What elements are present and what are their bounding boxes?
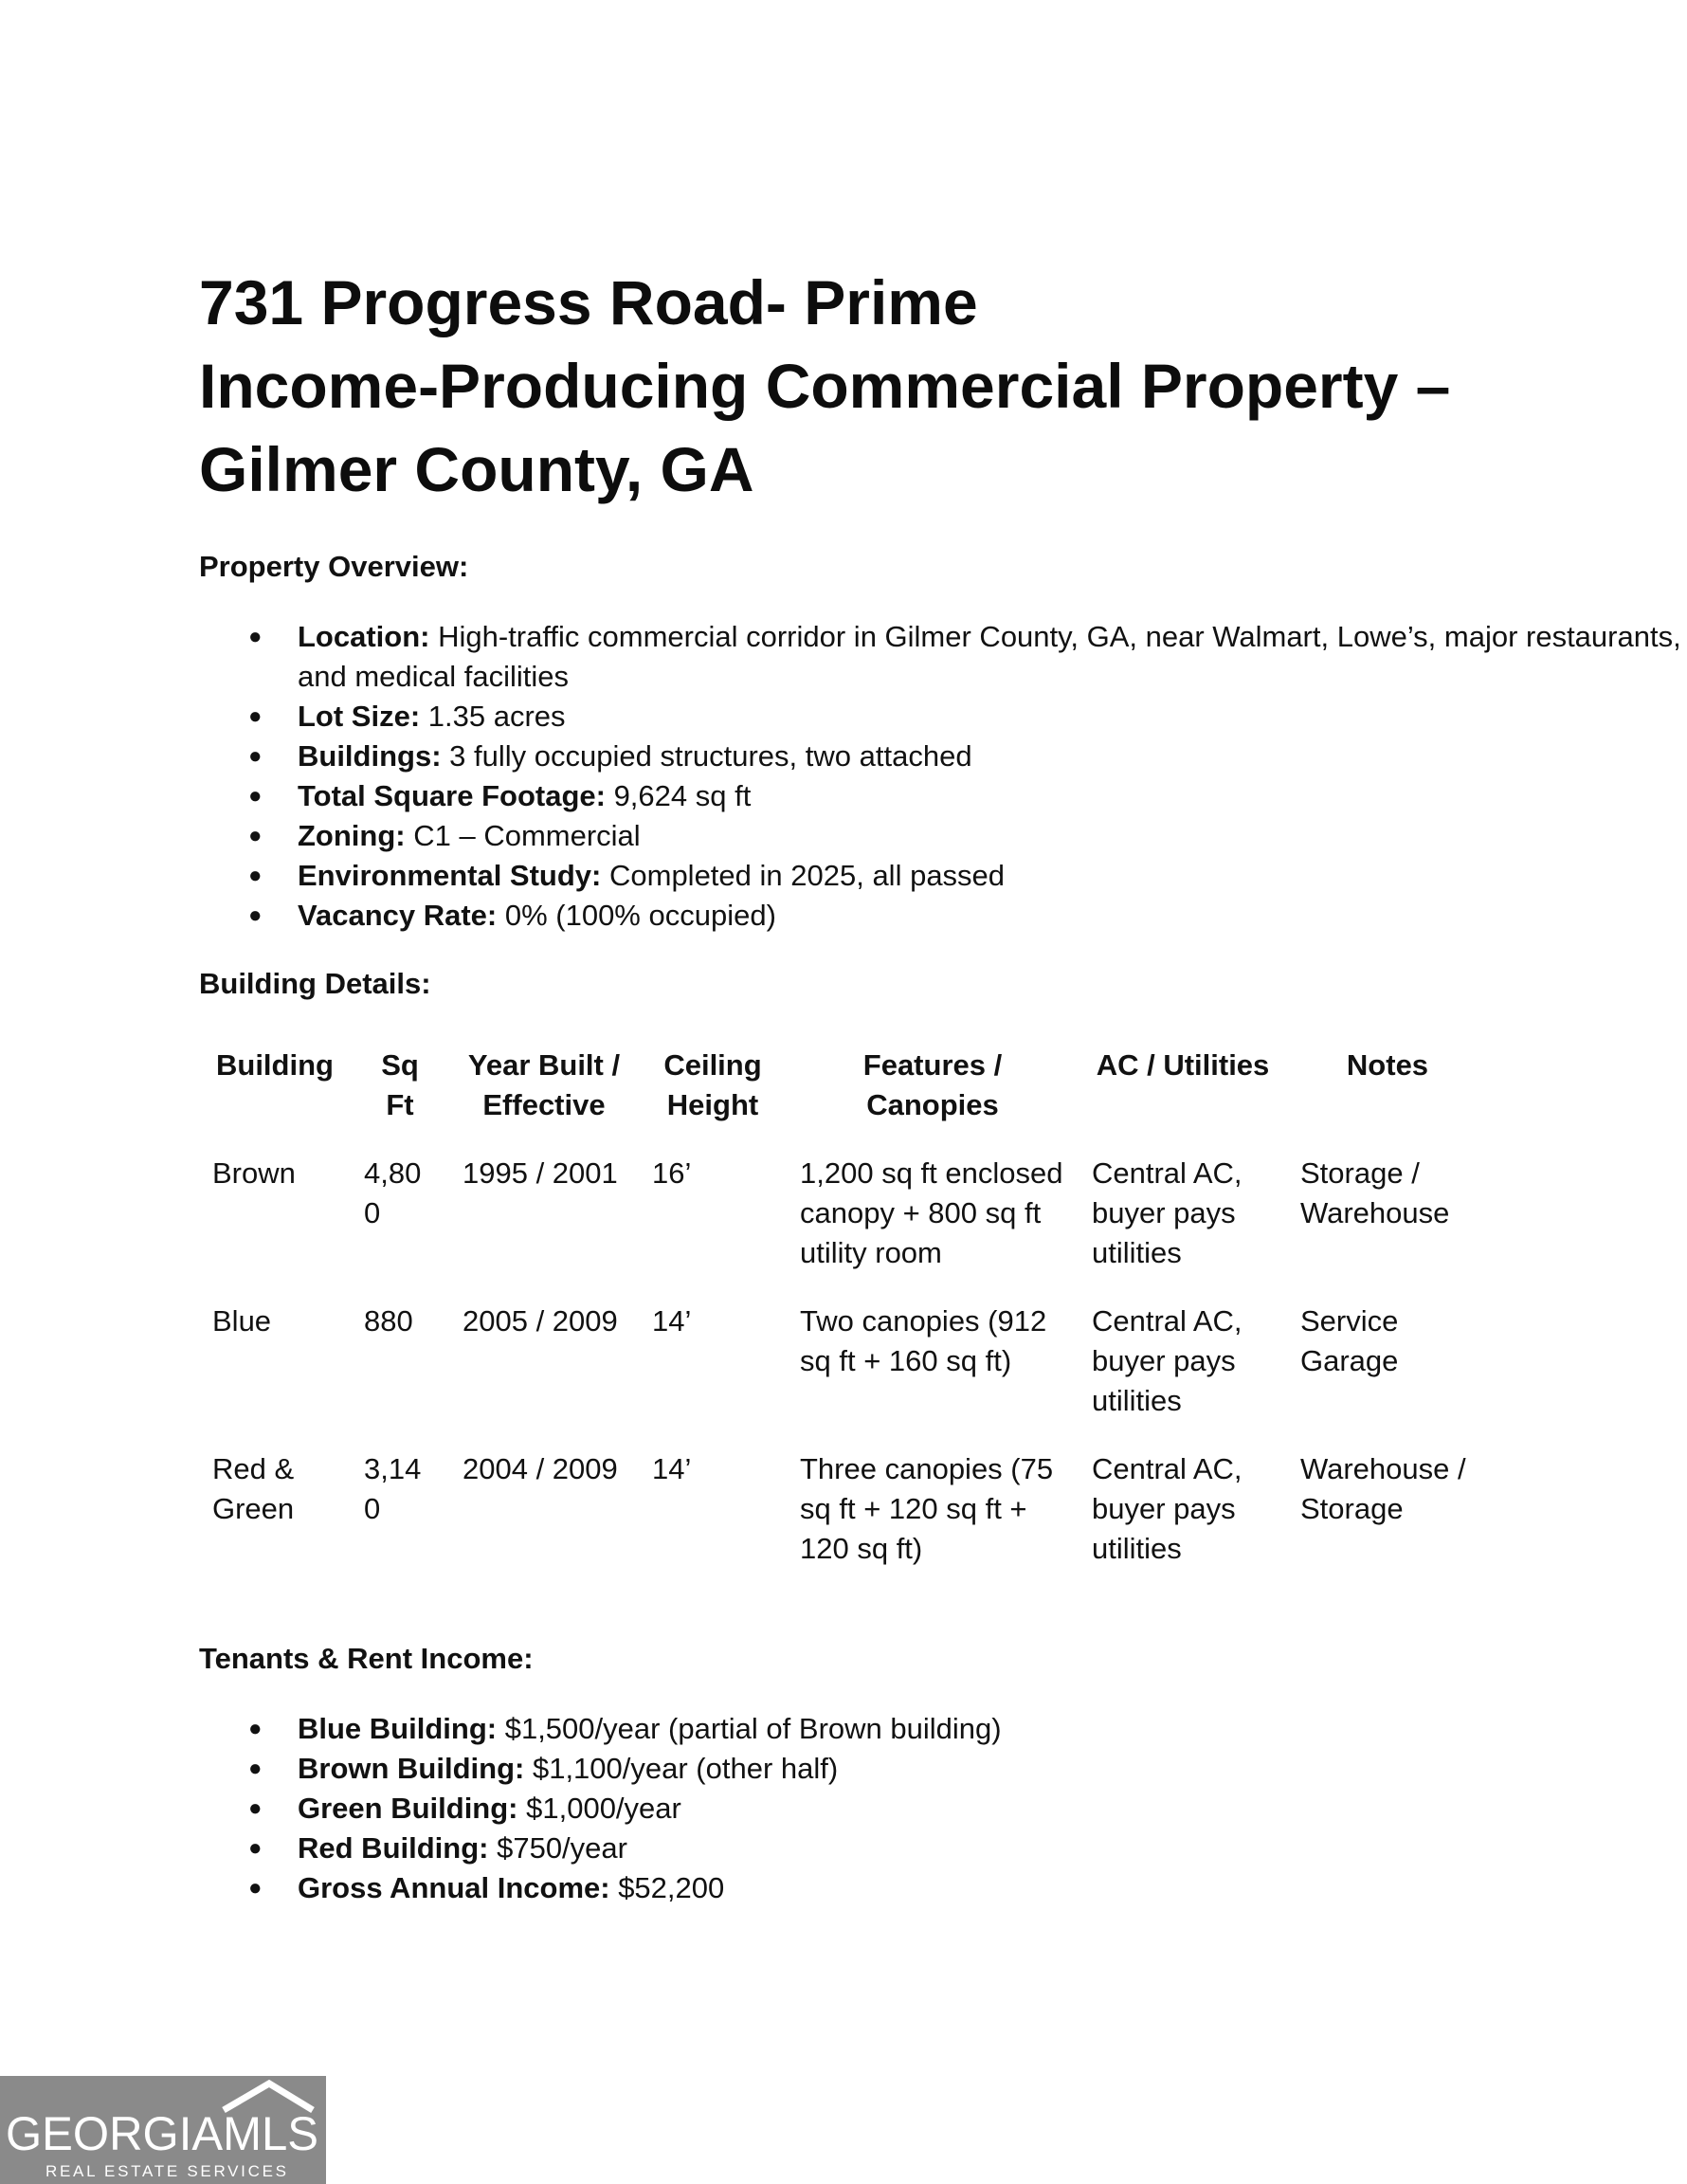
table-cell: 1,200 sq ft enclosed canopy + 800 sq ft utility room: [800, 1156, 1063, 1269]
title-line-3: Gilmer County, GA: [199, 434, 754, 504]
bullet-icon: ●: [248, 863, 263, 888]
georgia-mls-logo: [0, 2076, 326, 2184]
overview-item-value: High-traffic commercial corridor in Gilmer County, GA, near Walmart, Lowe’s, major restaurants, and medical facilities: [298, 620, 1681, 693]
logo-tagline: REAL ESTATE SERVICES: [45, 2162, 288, 2180]
title-line-2: Income-Producing Commercial Property –: [199, 351, 1451, 421]
bullet-icon: ●: [248, 1795, 263, 1821]
tenant-item-value: $1,500/year (partial of Brown building): [497, 1712, 1002, 1745]
table-cell: Warehouse / Storage: [1300, 1452, 1466, 1525]
overview-item-environmental-study: [199, 856, 1681, 896]
document-page: [199, 261, 1681, 1908]
tenant-item-label: Red Building:: [298, 1831, 489, 1865]
bullet-icon: ●: [248, 823, 263, 848]
overview-item-value: 3 fully occupied structures, two attached: [441, 739, 972, 773]
tenant-item-label: Brown Building:: [298, 1752, 525, 1785]
overview-item-value: Completed in 2025, all passed: [601, 859, 1006, 892]
table-header-row: [199, 1046, 1488, 1154]
table-cell: Brown: [212, 1156, 296, 1190]
tenant-item-value: $1,100/year (other half): [524, 1752, 839, 1785]
logo-graphic: [0, 2076, 326, 2184]
table-cell: Red & Green: [212, 1452, 295, 1525]
table-cell: 14’: [652, 1452, 692, 1485]
overview-item-zoning: [199, 816, 1681, 856]
column-header: Building: [216, 1048, 334, 1082]
bullet-icon: ●: [248, 1875, 263, 1901]
tenant-item-value: $1,000/year: [517, 1792, 681, 1825]
overview-heading: Property Overview:: [199, 550, 469, 583]
table-cell: Central AC, buyer pays utilities: [1092, 1156, 1243, 1269]
table-cell: Blue: [212, 1304, 272, 1338]
details-heading: Building Details:: [199, 967, 431, 1000]
logo-wordmark: GEORGIAMLS: [6, 2107, 318, 2160]
overview-item-label: Total Square Footage:: [298, 779, 606, 812]
tenant-item-green: [199, 1789, 1681, 1829]
overview-item-value: 1.35 acres: [420, 700, 566, 733]
table-cell: 2004 / 2009: [463, 1452, 618, 1485]
table-cell: 880: [364, 1304, 413, 1338]
bullet-icon: ●: [248, 1716, 263, 1741]
bullet-icon: ●: [248, 1756, 263, 1781]
bullet-icon: ●: [248, 703, 263, 729]
overview-item-buildings: [199, 737, 1681, 776]
table-row: [199, 1301, 1488, 1449]
building-details-table: [199, 1046, 1488, 1597]
bullet-icon: ●: [248, 743, 263, 769]
overview-item-location: [199, 617, 1681, 697]
tenant-item-label: Green Building:: [298, 1792, 518, 1825]
tenant-item-value: $750/year: [488, 1831, 627, 1865]
tenants-list: [199, 1709, 1507, 1908]
overview-list: [199, 617, 1681, 936]
page-title: [199, 261, 1507, 511]
overview-item-label: Lot Size:: [298, 700, 421, 733]
table-cell: Service Garage: [1300, 1304, 1399, 1377]
table-cell: Central AC, buyer pays utilities: [1092, 1304, 1243, 1417]
table-cell: 1995 / 2001: [463, 1156, 618, 1190]
overview-item-vacancy-rate: [199, 896, 1681, 936]
table-cell: Storage / Warehouse: [1300, 1156, 1450, 1229]
tenant-item-brown: [199, 1749, 1681, 1789]
overview-item-value: 9,624 sq ft: [605, 779, 752, 812]
table-cell: Three canopies (75 sq ft + 120 sq ft + 120 sq ft): [800, 1452, 1054, 1565]
bullet-icon: ●: [248, 1835, 263, 1861]
table-cell: Central AC, buyer pays utilities: [1092, 1452, 1243, 1565]
tenant-item-blue: [199, 1709, 1681, 1749]
bullet-icon: ●: [248, 783, 263, 809]
roof-icon: [224, 2084, 313, 2110]
column-header: Features / Canopies: [862, 1048, 1003, 1121]
title-line-1: 731 Progress Road- Prime: [199, 267, 978, 337]
column-header: Notes: [1346, 1048, 1429, 1082]
overview-item-value: 0% (100% occupied): [497, 899, 776, 932]
overview-item-label: Location:: [298, 620, 430, 653]
overview-item-label: Environmental Study:: [298, 859, 602, 892]
tenant-item-gross-income: [199, 1868, 1681, 1908]
tenant-item-label: Gross Annual Income:: [298, 1871, 610, 1904]
table-cell: 16’: [652, 1156, 692, 1190]
table-cell: 4,800: [364, 1156, 422, 1229]
bullet-icon: ●: [248, 624, 263, 649]
tenants-heading: Tenants & Rent Income:: [199, 1642, 534, 1675]
overview-item-square-footage: [199, 776, 1681, 816]
column-header: Sq Ft: [381, 1048, 419, 1121]
table-cell: 3,140: [364, 1452, 422, 1525]
table-cell: 2005 / 2009: [463, 1304, 618, 1338]
tenant-item-red: [199, 1829, 1681, 1868]
table-cell: 14’: [652, 1304, 692, 1338]
overview-item-label: Vacancy Rate:: [298, 899, 498, 932]
bullet-icon: ●: [248, 902, 263, 928]
tenant-item-value: $52,200: [609, 1871, 725, 1904]
table-row: [199, 1449, 1488, 1597]
column-header: Ceiling Height: [663, 1048, 762, 1121]
overview-item-label: Buildings:: [298, 739, 442, 773]
column-header: AC / Utilities: [1096, 1048, 1270, 1082]
table-cell: Two canopies (912 sq ft + 160 sq ft): [800, 1304, 1047, 1377]
overview-item-value: C1 – Commercial: [405, 819, 641, 852]
column-header: Year Built / Effective: [467, 1048, 621, 1121]
tenant-item-label: Blue Building:: [298, 1712, 498, 1745]
overview-item-lot-size: [199, 697, 1681, 737]
overview-item-label: Zoning:: [298, 819, 406, 852]
table-row: [199, 1154, 1488, 1301]
